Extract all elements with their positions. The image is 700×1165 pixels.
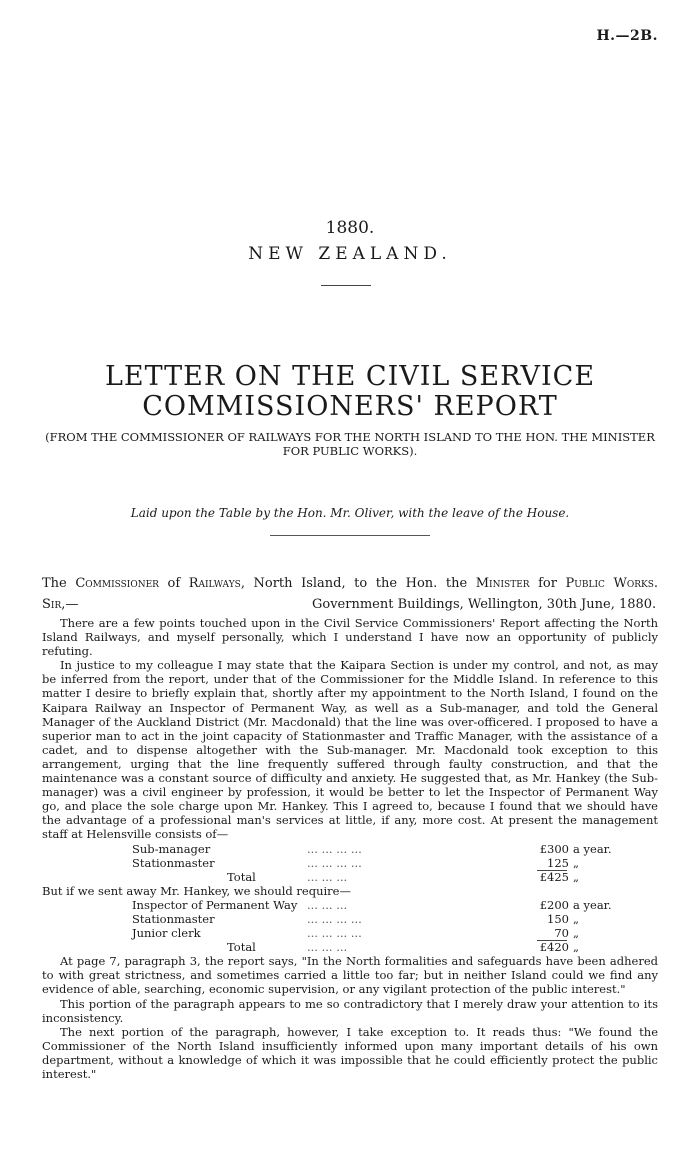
table-row [42,898,658,912]
staff-unit: a year. [573,841,612,856]
paragraph: At page 7, paragraph 3, the report says, "In the North formalities and safeguards have been adhered to with great strictness, and sometimes carried a little too far; but in neither Island could we find any evidence of able, searching, economic supervision, or any vigilant protection of the public interest." [42,954,658,997]
total-unit: „ [573,869,579,884]
staff-unit: a year. [573,897,612,912]
table-row [42,912,658,926]
document-reference: H.—2B. [596,28,658,44]
header-divider [321,285,371,286]
document-subtitle: (FROM THE COMMISSIONER OF RAILWAYS FOR THE NORTH ISLAND TO THE HON. THE MINISTER FOR PUBLIC WORKS). [45,430,655,458]
staff-unit: „ [573,855,579,870]
table-row [42,870,658,884]
laid-note: Laid upon the Table by the Hon. Mr. Oliver, with the leave of the House. [130,506,570,520]
table-row [42,842,658,856]
total-label: Total [227,869,256,884]
leader-dots: ... ... ... [307,869,348,884]
staff-unit: „ [573,911,579,926]
table-row [42,926,658,940]
paragraph: In justice to my colleague I may state that the Kaipara Section is under my control, and not, as may be inferred from the report, under that of the Commissioner for the Middle Island. In reference to this matter I desire to briefly explain that, shortly after my appointment to the North Island, I found on the Kaipara Railway an Inspector of Permanent Way, as well as a Sub-manager, and told the General Manager of the Auckland District (Mr. Macdonald) that the line was over-officered. I proposed to have a superior man to act in the joint capacity of Stationmaster and Traffic Manager, with the assistance of a cadet, and to dispense altogether with the Sub-manager. Mr. Macdonald took exception to this arrangement, urging that the line frequently suffered through faulty construction, and that the maintenance was a constant source of difficulty and anxiety. He suggested that, as Mr. Hankey (the Sub-manager) was a civil engineer by profession, it would be better to let the Inspector of Permanent Way go, and place the sole charge upon Mr. Hankey. This I agreed to, because I found that we should have the advantage of a professional man's services at little, if any, more cost. At present the management staff at Helensville consists of— [42,658,658,842]
paragraph: This portion of the paragraph appears to me so contradictory that I merely draw your attention to its inconsistency. [42,996,658,1025]
leader-dots: ... ... ... ... [307,841,362,856]
paragraph: But if we sent away Mr. Hankey, we should require— [42,883,351,898]
paragraph: There are a few points touched upon in the Civil Service Commissioners' Report affecting the North Island Railways, and myself personally, which I understand I have now an opportunity of publicly refuting. [42,616,658,659]
staff-item: Inspector of Permanent Way [132,897,298,912]
staff-amount: £200 [539,897,569,912]
leader-dots: ... ... ... [307,940,348,955]
total-amount: £420 [519,940,569,954]
table-row [42,940,658,954]
leader-dots: ... ... ... ... [307,855,362,870]
total-unit: „ [573,940,579,955]
document-country: NEW ZEALAND. [248,244,452,264]
staff-amount: 150 [547,911,569,926]
document-title: LETTER ON THE CIVIL SERVICE COMMISSIONERS' REPORT [104,361,596,422]
total-label: Total [227,940,256,955]
document-year: 1880. [325,218,375,238]
staff-amount: 70 [554,926,569,941]
address-line: The Commissioner of Railways, North Island, to the Hon. the Minister for Public Works. [42,576,659,591]
table-row [42,856,658,870]
staff-item: Stationmaster [132,855,215,870]
dateline: Government Buildings, Wellington, 30th June, 1880. [312,597,657,612]
paragraph: The next portion of the paragraph, however, I take exception to. It reads thus: "We found the Commissioner of the North Island insufficiently informed upon many important details of his own department, without a knowledge of which it was impossible that he could efficiently protect the public interest." [42,1024,658,1081]
staff-amount: 125 [547,855,569,870]
present-staff-table [42,842,658,884]
staff-item: Sub-manager [132,841,211,856]
leader-dots: ... ... ... [307,897,348,912]
staff-amount: £300 [539,841,569,856]
letter-body [42,616,658,1081]
staff-item: Stationmaster [132,911,215,926]
leader-dots: ... ... ... ... [307,911,362,926]
title-divider [270,535,430,536]
staff-item: Junior clerk [132,926,201,941]
alternative-staff-table [42,898,658,954]
salutation: Sir,— [42,597,79,612]
total-amount: £425 [519,870,569,884]
staff-unit: „ [573,926,579,941]
leader-dots: ... ... ... ... [307,926,362,941]
